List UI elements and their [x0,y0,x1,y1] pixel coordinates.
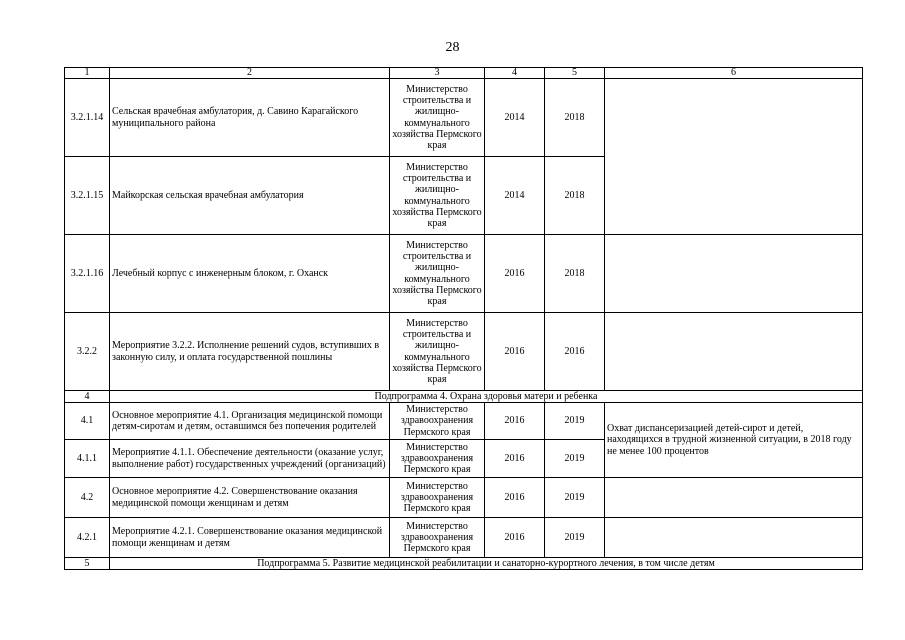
subprogram-title: Подпрограмма 5. Развитие медицинской реабилитации и санаторно-курортного лечения, в том числе детям [110,558,863,570]
row-executor: Министерство строительства и жилищно-коммунального хозяйства Пермского края [390,79,485,157]
row-name: Майкорская сельская врачебная амбулатория [110,157,390,235]
row-start-year: 2014 [485,79,545,157]
row-result [605,235,863,313]
table-header-row [65,68,863,79]
row-result: Охват диспансеризацией детей-сирот и детей, находящихся в трудной жизненной ситуации, в 2018 году не менее 100 процентов [605,403,863,478]
row-end-year: 2019 [545,478,605,518]
row-executor: Министерство строительства и жилищно-коммунального хозяйства Пермского края [390,313,485,391]
row-end-year: 2018 [545,157,605,235]
table-row [65,313,863,391]
header-cell: 6 [605,68,863,79]
row-start-year: 2016 [485,313,545,391]
row-result [605,478,863,518]
row-name: Мероприятие 4.1.1. Обеспечение деятельности (оказание услуг, выполнение работ) государственных учреждений (организаций) [110,440,390,478]
row-name: Основное мероприятие 4.1. Организация медицинской помощи детям-сиротам и детям, оставшимся без попечения родителей [110,403,390,440]
table-row [65,235,863,313]
subprogram-row [65,391,863,403]
row-start-year: 2016 [485,403,545,440]
row-code: 4.1 [65,403,110,440]
row-name: Основное мероприятие 4.2. Совершенствование оказания медицинской помощи женщинам и детям [110,478,390,518]
row-name: Мероприятие 3.2.2. Исполнение решений судов, вступивших в законную силу, и оплата государственной пошлины [110,313,390,391]
row-result [605,313,863,391]
row-executor: Министерство здравоохранения Пермского края [390,403,485,440]
row-start-year: 2016 [485,440,545,478]
row-start-year: 2016 [485,518,545,558]
row-start-year: 2016 [485,235,545,313]
row-code: 3.2.1.16 [65,235,110,313]
row-code: 4.2 [65,478,110,518]
row-end-year: 2018 [545,79,605,157]
row-code: 3.2.1.14 [65,79,110,157]
header-cell: 4 [485,68,545,79]
table-row [65,79,863,157]
header-cell: 3 [390,68,485,79]
row-end-year: 2019 [545,440,605,478]
row-code: 3.2.1.15 [65,157,110,235]
program-table [64,67,863,570]
page-number: 28 [445,40,460,55]
row-code: 3.2.2 [65,313,110,391]
row-executor: Министерство здравоохранения Пермского края [390,440,485,478]
header-cell: 2 [110,68,390,79]
subprogram-title: Подпрограмма 4. Охрана здоровья матери и ребенка [110,391,863,403]
row-end-year: 2019 [545,403,605,440]
row-code: 4.1.1 [65,440,110,478]
subprogram-code: 4 [65,391,110,403]
row-name: Мероприятие 4.2.1. Совершенствование оказания медицинской помощи женщинам и детям [110,518,390,558]
table-row [65,518,863,558]
table-row [65,403,863,440]
row-end-year: 2018 [545,235,605,313]
row-start-year: 2014 [485,157,545,235]
row-code: 4.2.1 [65,518,110,558]
row-executor: Министерство строительства и жилищно-коммунального хозяйства Пермского края [390,235,485,313]
header-cell: 1 [65,68,110,79]
row-end-year: 2016 [545,313,605,391]
header-cell: 5 [545,68,605,79]
row-name: Сельская врачебная амбулатория, д. Савино Карагайского муниципального района [110,79,390,157]
row-executor: Министерство здравоохранения Пермского края [390,518,485,558]
row-result [605,79,863,235]
row-start-year: 2016 [485,478,545,518]
row-result [605,518,863,558]
row-executor: Министерство строительства и жилищно-коммунального хозяйства Пермского края [390,157,485,235]
table-row [65,478,863,518]
row-executor: Министерство здравоохранения Пермского края [390,478,485,518]
row-name: Лечебный корпус с инженерным блоком, г. Оханск [110,235,390,313]
subprogram-code: 5 [65,558,110,570]
row-end-year: 2019 [545,518,605,558]
subprogram-row [65,558,863,570]
